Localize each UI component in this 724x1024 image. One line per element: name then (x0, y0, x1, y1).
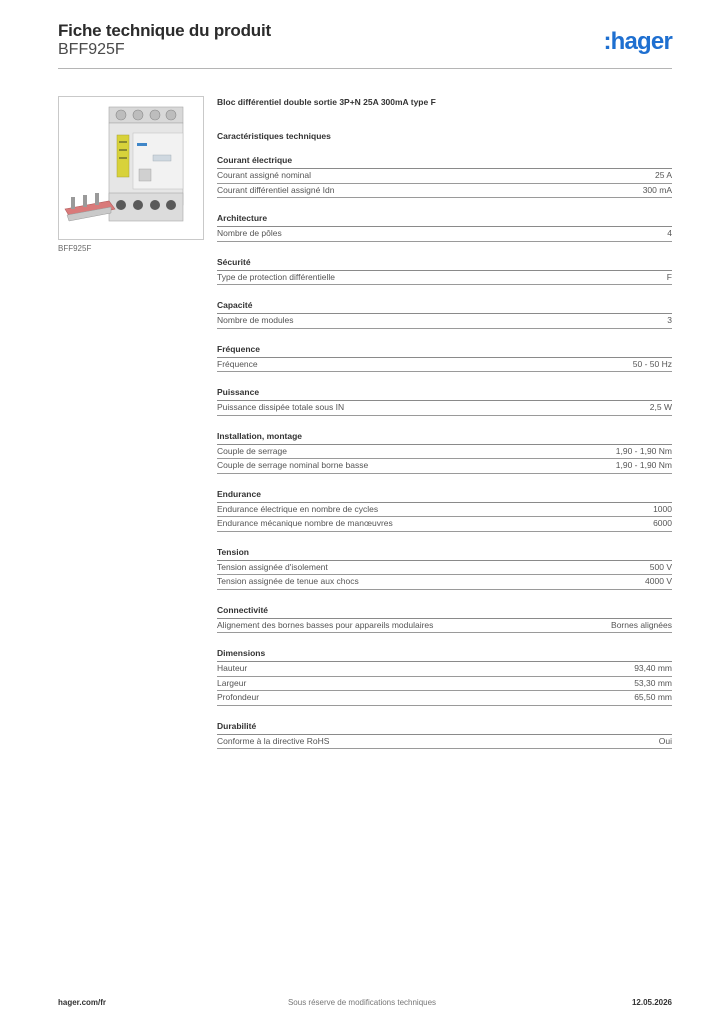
spec-value: Oui (658, 735, 672, 746)
section (217, 604, 672, 634)
characteristics-sections (217, 154, 672, 749)
spec-row (217, 184, 672, 199)
spec-row (217, 677, 672, 692)
spec-label: Profondeur (217, 692, 260, 702)
section-title: Courant électrique (217, 154, 672, 169)
product-name: Bloc différentiel double sortie 3P+N 25A 300mA type F (217, 97, 436, 107)
spec-value: 4 (667, 228, 672, 238)
spec-label: Nombre de pôles (217, 228, 282, 238)
spec-value: 4000 V (645, 576, 672, 586)
section-title: Installation, montage (217, 430, 672, 445)
spec-row (217, 662, 672, 677)
section (217, 720, 672, 750)
product-image (58, 96, 204, 240)
spec-value: Bornes alignées (611, 619, 672, 630)
spec-label: Endurance électrique en nombre de cycles (217, 503, 379, 514)
section-title: Architecture (217, 212, 672, 227)
spec-row (217, 619, 672, 634)
section-title: Puissance (217, 386, 672, 401)
spec-row (217, 169, 672, 184)
section (217, 256, 672, 286)
product-image-caption: BFF925F (58, 244, 92, 253)
technical-sheet (217, 96, 672, 749)
footer-website: hager.com/fr (58, 998, 107, 1007)
spec-label: Tension assignée d'isolement (217, 561, 328, 572)
spec-value: 2,5 W (649, 402, 672, 412)
differential-block-illustration (59, 97, 203, 239)
spec-value: 1,90 - 1,90 Nm (615, 460, 672, 470)
header-divider (58, 68, 672, 69)
spec-value: F (666, 271, 672, 282)
spec-row (217, 358, 672, 373)
spec-label: Couple de serrage nominal borne basse (217, 460, 369, 470)
spec-value: 50 - 50 Hz (632, 358, 672, 369)
footer-date: 12.05.2026 (631, 998, 672, 1007)
spec-row (217, 227, 672, 242)
spec-row (217, 271, 672, 286)
section (217, 299, 672, 329)
spec-row (217, 561, 672, 576)
section-title: Dimensions (217, 647, 672, 662)
spec-value: 6000 (653, 518, 672, 528)
spec-row (217, 314, 672, 329)
spec-row (217, 401, 672, 416)
spec-value: 25 A (654, 170, 672, 180)
spec-value: 3 (667, 315, 672, 325)
section (217, 386, 672, 416)
spec-label: Conforme à la directive RoHS (217, 735, 330, 746)
characteristics-title: Caractéristiques techniques (217, 131, 331, 141)
spec-row (217, 459, 672, 474)
spec-label: Puissance dissipée totale sous IN (217, 402, 345, 412)
section (217, 430, 672, 474)
spec-label: Couple de serrage (217, 445, 287, 456)
section (217, 212, 672, 242)
spec-value: 1000 (653, 503, 672, 514)
section-title: Tension (217, 546, 672, 561)
spec-label: Largeur (217, 677, 247, 688)
spec-label: Nombre de modules (217, 315, 294, 325)
spec-label: Tension assignée de tenue aux chocs (217, 576, 359, 586)
section-title: Connectivité (217, 604, 672, 619)
section (217, 647, 672, 706)
spec-label: Fréquence (217, 358, 258, 369)
section (217, 154, 672, 198)
spec-label: Type de protection différentielle (217, 271, 335, 282)
section-title: Sécurité (217, 256, 672, 271)
spec-row (217, 575, 672, 590)
section (217, 343, 672, 373)
section-title: Capacité (217, 299, 672, 314)
spec-row (217, 691, 672, 706)
page-title: Fiche technique du produit (58, 21, 271, 40)
spec-value: 1,90 - 1,90 Nm (615, 445, 672, 456)
spec-value: 300 mA (642, 184, 672, 195)
section (217, 546, 672, 590)
spec-row (217, 445, 672, 460)
spec-row (217, 735, 672, 750)
spec-label: Alignement des bornes basses pour appareils modulaires (217, 619, 434, 630)
spec-row (217, 517, 672, 532)
section-title: Endurance (217, 488, 672, 503)
spec-row (217, 503, 672, 518)
section (217, 488, 672, 532)
section-title: Fréquence (217, 343, 672, 358)
hager-logo: :hager (603, 28, 672, 55)
spec-value: 93,40 mm (634, 663, 672, 673)
spec-value: 65,50 mm (634, 692, 672, 702)
spec-label: Hauteur (217, 663, 248, 673)
section-title: Durabilité (217, 720, 672, 735)
spec-label: Endurance mécanique nombre de manœuvres (217, 518, 393, 528)
spec-label: Courant assigné nominal (217, 170, 312, 180)
spec-value: 53,30 mm (634, 677, 672, 688)
spec-value: 500 V (649, 561, 672, 572)
footer-disclaimer: Sous réserve de modifications techniques (287, 998, 437, 1007)
spec-label: Courant différentiel assigné Idn (217, 184, 335, 195)
product-reference: BFF925F (58, 41, 125, 58)
